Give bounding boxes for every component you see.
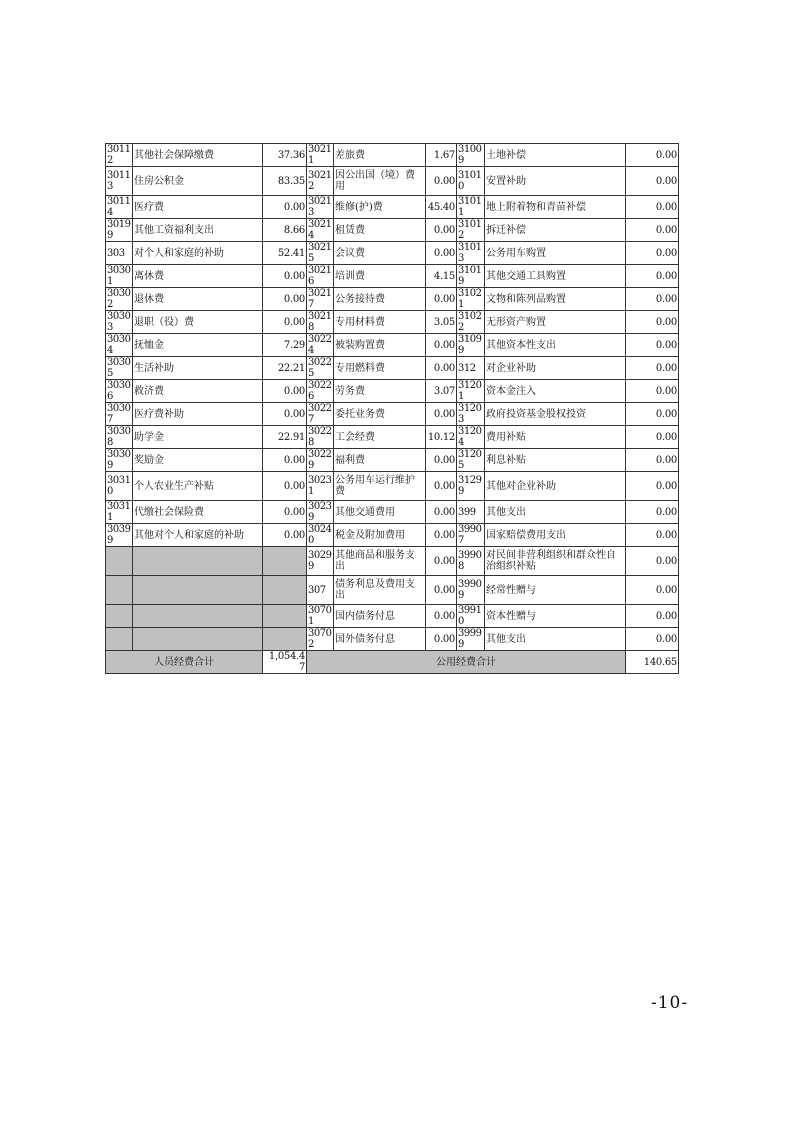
item-code: 30224 <box>307 334 334 357</box>
item-amount: 0.00 <box>426 628 457 651</box>
item-amount: 0.00 <box>263 472 307 501</box>
item-code: 399 <box>457 501 485 524</box>
item-name: 劳务费 <box>334 380 426 403</box>
item-name: 资本性赠与 <box>485 605 626 628</box>
table-row <box>106 449 679 472</box>
item-code: 31204 <box>457 426 485 449</box>
item-name: 国内债务付息 <box>334 605 426 628</box>
item-name: 公务用车运行维护费 <box>334 472 426 501</box>
item-name: 工会经费 <box>334 426 426 449</box>
table-row <box>106 144 679 167</box>
item-code: 30213 <box>307 196 334 219</box>
table-row <box>106 242 679 265</box>
item-name: 退休费 <box>133 288 263 311</box>
item-name: 利息补贴 <box>485 449 626 472</box>
item-amount <box>263 576 307 605</box>
item-code: 30239 <box>307 501 334 524</box>
item-name: 福利费 <box>334 449 426 472</box>
item-code: 30114 <box>106 196 133 219</box>
table-row <box>106 265 679 288</box>
item-name: 医疗费补助 <box>133 403 263 426</box>
item-code: 39907 <box>457 524 485 547</box>
item-code: 31009 <box>457 144 485 167</box>
item-amount: 0.00 <box>263 449 307 472</box>
item-code <box>106 628 133 651</box>
item-amount: 0.00 <box>263 403 307 426</box>
item-amount: 0.00 <box>626 144 679 167</box>
item-code: 30217 <box>307 288 334 311</box>
item-code: 30305 <box>106 357 133 380</box>
item-code <box>106 576 133 605</box>
item-name: 退职（役）费 <box>133 311 263 334</box>
table-row <box>106 357 679 380</box>
item-code: 30214 <box>307 219 334 242</box>
item-code: 30231 <box>307 472 334 501</box>
table-row <box>106 403 679 426</box>
item-code: 30306 <box>106 380 133 403</box>
item-name: 政府投资基金股权投资 <box>485 403 626 426</box>
item-code: 30399 <box>106 524 133 547</box>
table-row <box>106 576 679 605</box>
table-row <box>106 501 679 524</box>
item-code: 30228 <box>307 426 334 449</box>
item-amount: 0.00 <box>626 472 679 501</box>
item-amount: 0.00 <box>626 380 679 403</box>
item-amount: 0.00 <box>426 524 457 547</box>
item-code: 31012 <box>457 219 485 242</box>
item-code: 303 <box>106 242 133 265</box>
item-name: 无形资产购置 <box>485 311 626 334</box>
table-row <box>106 380 679 403</box>
item-amount: 0.00 <box>626 605 679 628</box>
item-name <box>133 576 263 605</box>
item-amount: 52.41 <box>263 242 307 265</box>
item-amount: 0.00 <box>626 242 679 265</box>
item-amount: 0.00 <box>426 357 457 380</box>
item-code: 31299 <box>457 472 485 501</box>
item-amount: 0.00 <box>626 265 679 288</box>
table-body <box>106 144 679 651</box>
item-amount: 22.91 <box>263 426 307 449</box>
item-amount: 0.00 <box>626 334 679 357</box>
item-name: 其他交通费用 <box>334 501 426 524</box>
item-name: 救济费 <box>133 380 263 403</box>
item-code: 30303 <box>106 311 133 334</box>
item-name: 其他对企业补助 <box>485 472 626 501</box>
item-amount: 22.21 <box>263 357 307 380</box>
public-total-value: 140.65 <box>626 651 679 674</box>
item-code <box>106 547 133 576</box>
item-code: 30227 <box>307 403 334 426</box>
item-name: 其他交通工具购置 <box>485 265 626 288</box>
item-name: 个人农业生产补贴 <box>133 472 263 501</box>
item-name: 国外债务付息 <box>334 628 426 651</box>
item-amount: 4.15 <box>426 265 457 288</box>
item-code: 39999 <box>457 628 485 651</box>
item-code: 30299 <box>307 547 334 576</box>
item-code: 31022 <box>457 311 485 334</box>
item-code: 30113 <box>106 167 133 196</box>
item-name: 资本金注入 <box>485 380 626 403</box>
item-name: 地上附着物和青苗补偿 <box>485 196 626 219</box>
item-amount: 0.00 <box>626 196 679 219</box>
item-amount: 0.00 <box>263 265 307 288</box>
item-code: 31201 <box>457 380 485 403</box>
table-row <box>106 628 679 651</box>
item-name <box>133 547 263 576</box>
table-row <box>106 219 679 242</box>
item-amount: 0.00 <box>263 524 307 547</box>
item-amount: 10.12 <box>426 426 457 449</box>
item-code: 30216 <box>307 265 334 288</box>
item-name: 对个人和家庭的补助 <box>133 242 263 265</box>
item-amount: 0.00 <box>626 288 679 311</box>
item-code: 31011 <box>457 196 485 219</box>
item-name: 公务接待费 <box>334 288 426 311</box>
item-code: 31021 <box>457 288 485 311</box>
item-amount: 0.00 <box>263 501 307 524</box>
item-code: 30215 <box>307 242 334 265</box>
item-code: 312 <box>457 357 485 380</box>
item-amount: 0.00 <box>626 501 679 524</box>
item-code: 30702 <box>307 628 334 651</box>
item-amount: 0.00 <box>426 501 457 524</box>
item-name: 奖励金 <box>133 449 263 472</box>
item-name: 公务用车购置 <box>485 242 626 265</box>
table-row <box>106 472 679 501</box>
item-amount: 8.66 <box>263 219 307 242</box>
page-number: -10- <box>651 993 689 1013</box>
table-row <box>106 167 679 196</box>
item-code: 30212 <box>307 167 334 196</box>
item-name: 其他支出 <box>485 501 626 524</box>
item-amount <box>263 605 307 628</box>
table-row <box>106 288 679 311</box>
item-name: 其他资本性支出 <box>485 334 626 357</box>
item-code: 30701 <box>307 605 334 628</box>
item-name: 代缴社会保险费 <box>133 501 263 524</box>
item-amount: 0.00 <box>263 288 307 311</box>
item-name: 债务利息及费用支出 <box>334 576 426 605</box>
item-name <box>133 628 263 651</box>
item-code: 30304 <box>106 334 133 357</box>
item-name: 其他社会保障缴费 <box>133 144 263 167</box>
item-amount: 0.00 <box>426 449 457 472</box>
item-name: 税金及附加费用 <box>334 524 426 547</box>
table-row <box>106 426 679 449</box>
item-amount: 0.00 <box>426 288 457 311</box>
item-code: 31099 <box>457 334 485 357</box>
table-row <box>106 334 679 357</box>
item-code <box>106 605 133 628</box>
personnel-total-label: 人员经费合计 <box>106 651 263 674</box>
item-name <box>133 605 263 628</box>
item-name: 对民间非营利组织和群众性自治组织补贴 <box>485 547 626 576</box>
item-amount: 0.00 <box>626 576 679 605</box>
item-amount: 83.35 <box>263 167 307 196</box>
item-amount: 0.00 <box>426 334 457 357</box>
item-amount: 37.36 <box>263 144 307 167</box>
item-code: 30226 <box>307 380 334 403</box>
item-code: 30240 <box>307 524 334 547</box>
item-amount: 0.00 <box>263 380 307 403</box>
item-code: 39910 <box>457 605 485 628</box>
item-code: 30229 <box>307 449 334 472</box>
table-row <box>106 524 679 547</box>
item-name: 其他支出 <box>485 628 626 651</box>
item-name: 安置补助 <box>485 167 626 196</box>
table-row <box>106 196 679 219</box>
item-amount: 0.00 <box>426 576 457 605</box>
item-code: 30211 <box>307 144 334 167</box>
item-code: 30310 <box>106 472 133 501</box>
item-amount: 0.00 <box>626 449 679 472</box>
expenditure-table <box>105 143 679 674</box>
item-code: 31019 <box>457 265 485 288</box>
item-amount: 3.05 <box>426 311 457 334</box>
item-amount: 0.00 <box>426 219 457 242</box>
totals-row <box>106 651 679 674</box>
item-name: 租赁费 <box>334 219 426 242</box>
item-name: 维修(护)费 <box>334 196 426 219</box>
item-code: 30307 <box>106 403 133 426</box>
item-amount: 0.00 <box>426 167 457 196</box>
item-name: 拆迁补偿 <box>485 219 626 242</box>
item-amount: 0.00 <box>426 547 457 576</box>
item-name: 专用燃料费 <box>334 357 426 380</box>
item-amount <box>263 628 307 651</box>
item-amount: 0.00 <box>263 196 307 219</box>
item-name: 生活补助 <box>133 357 263 380</box>
item-name: 住房公积金 <box>133 167 263 196</box>
item-amount: 0.00 <box>626 311 679 334</box>
item-amount: 0.00 <box>426 242 457 265</box>
item-amount: 0.00 <box>426 403 457 426</box>
item-name: 差旅费 <box>334 144 426 167</box>
item-name: 经常性赠与 <box>485 576 626 605</box>
item-name: 专用材料费 <box>334 311 426 334</box>
table-row <box>106 605 679 628</box>
item-amount: 0.00 <box>626 357 679 380</box>
item-amount: 0.00 <box>626 167 679 196</box>
item-code: 31013 <box>457 242 485 265</box>
item-code: 30302 <box>106 288 133 311</box>
personnel-total-value: 1,054.47 <box>263 651 307 674</box>
item-name: 培训费 <box>334 265 426 288</box>
item-code: 307 <box>307 576 334 605</box>
item-name: 会议费 <box>334 242 426 265</box>
item-code: 30199 <box>106 219 133 242</box>
item-name: 国家赔偿费用支出 <box>485 524 626 547</box>
item-amount: 0.00 <box>626 628 679 651</box>
item-amount: 0.00 <box>626 524 679 547</box>
item-amount: 3.07 <box>426 380 457 403</box>
item-code: 30308 <box>106 426 133 449</box>
item-name: 被装购置费 <box>334 334 426 357</box>
item-amount <box>263 547 307 576</box>
item-name: 助学金 <box>133 426 263 449</box>
item-code: 31010 <box>457 167 485 196</box>
item-code: 31205 <box>457 449 485 472</box>
item-code: 39908 <box>457 547 485 576</box>
item-name: 文物和陈列品购置 <box>485 288 626 311</box>
table-row <box>106 547 679 576</box>
item-amount: 0.00 <box>626 426 679 449</box>
item-name: 对企业补助 <box>485 357 626 380</box>
item-name: 费用补贴 <box>485 426 626 449</box>
item-name: 其他商品和服务支出 <box>334 547 426 576</box>
item-amount: 0.00 <box>626 219 679 242</box>
public-total-label: 公用经费合计 <box>307 651 626 674</box>
item-code: 30309 <box>106 449 133 472</box>
item-amount: 0.00 <box>626 547 679 576</box>
item-name: 其他工资福利支出 <box>133 219 263 242</box>
item-amount: 0.00 <box>426 472 457 501</box>
table-row <box>106 311 679 334</box>
item-name: 其他对个人和家庭的补助 <box>133 524 263 547</box>
item-code: 31203 <box>457 403 485 426</box>
item-name: 因公出国（境）费用 <box>334 167 426 196</box>
item-name: 医疗费 <box>133 196 263 219</box>
item-name: 委托业务费 <box>334 403 426 426</box>
item-name: 离休费 <box>133 265 263 288</box>
item-amount: 0.00 <box>263 311 307 334</box>
item-name: 土地补偿 <box>485 144 626 167</box>
item-code: 30301 <box>106 265 133 288</box>
item-amount: 1.67 <box>426 144 457 167</box>
item-amount: 0.00 <box>626 403 679 426</box>
item-code: 30311 <box>106 501 133 524</box>
item-code: 30225 <box>307 357 334 380</box>
item-amount: 45.40 <box>426 196 457 219</box>
item-code: 30218 <box>307 311 334 334</box>
item-name: 抚恤金 <box>133 334 263 357</box>
item-code: 30112 <box>106 144 133 167</box>
item-amount: 0.00 <box>426 605 457 628</box>
item-amount: 7.29 <box>263 334 307 357</box>
item-code: 39909 <box>457 576 485 605</box>
